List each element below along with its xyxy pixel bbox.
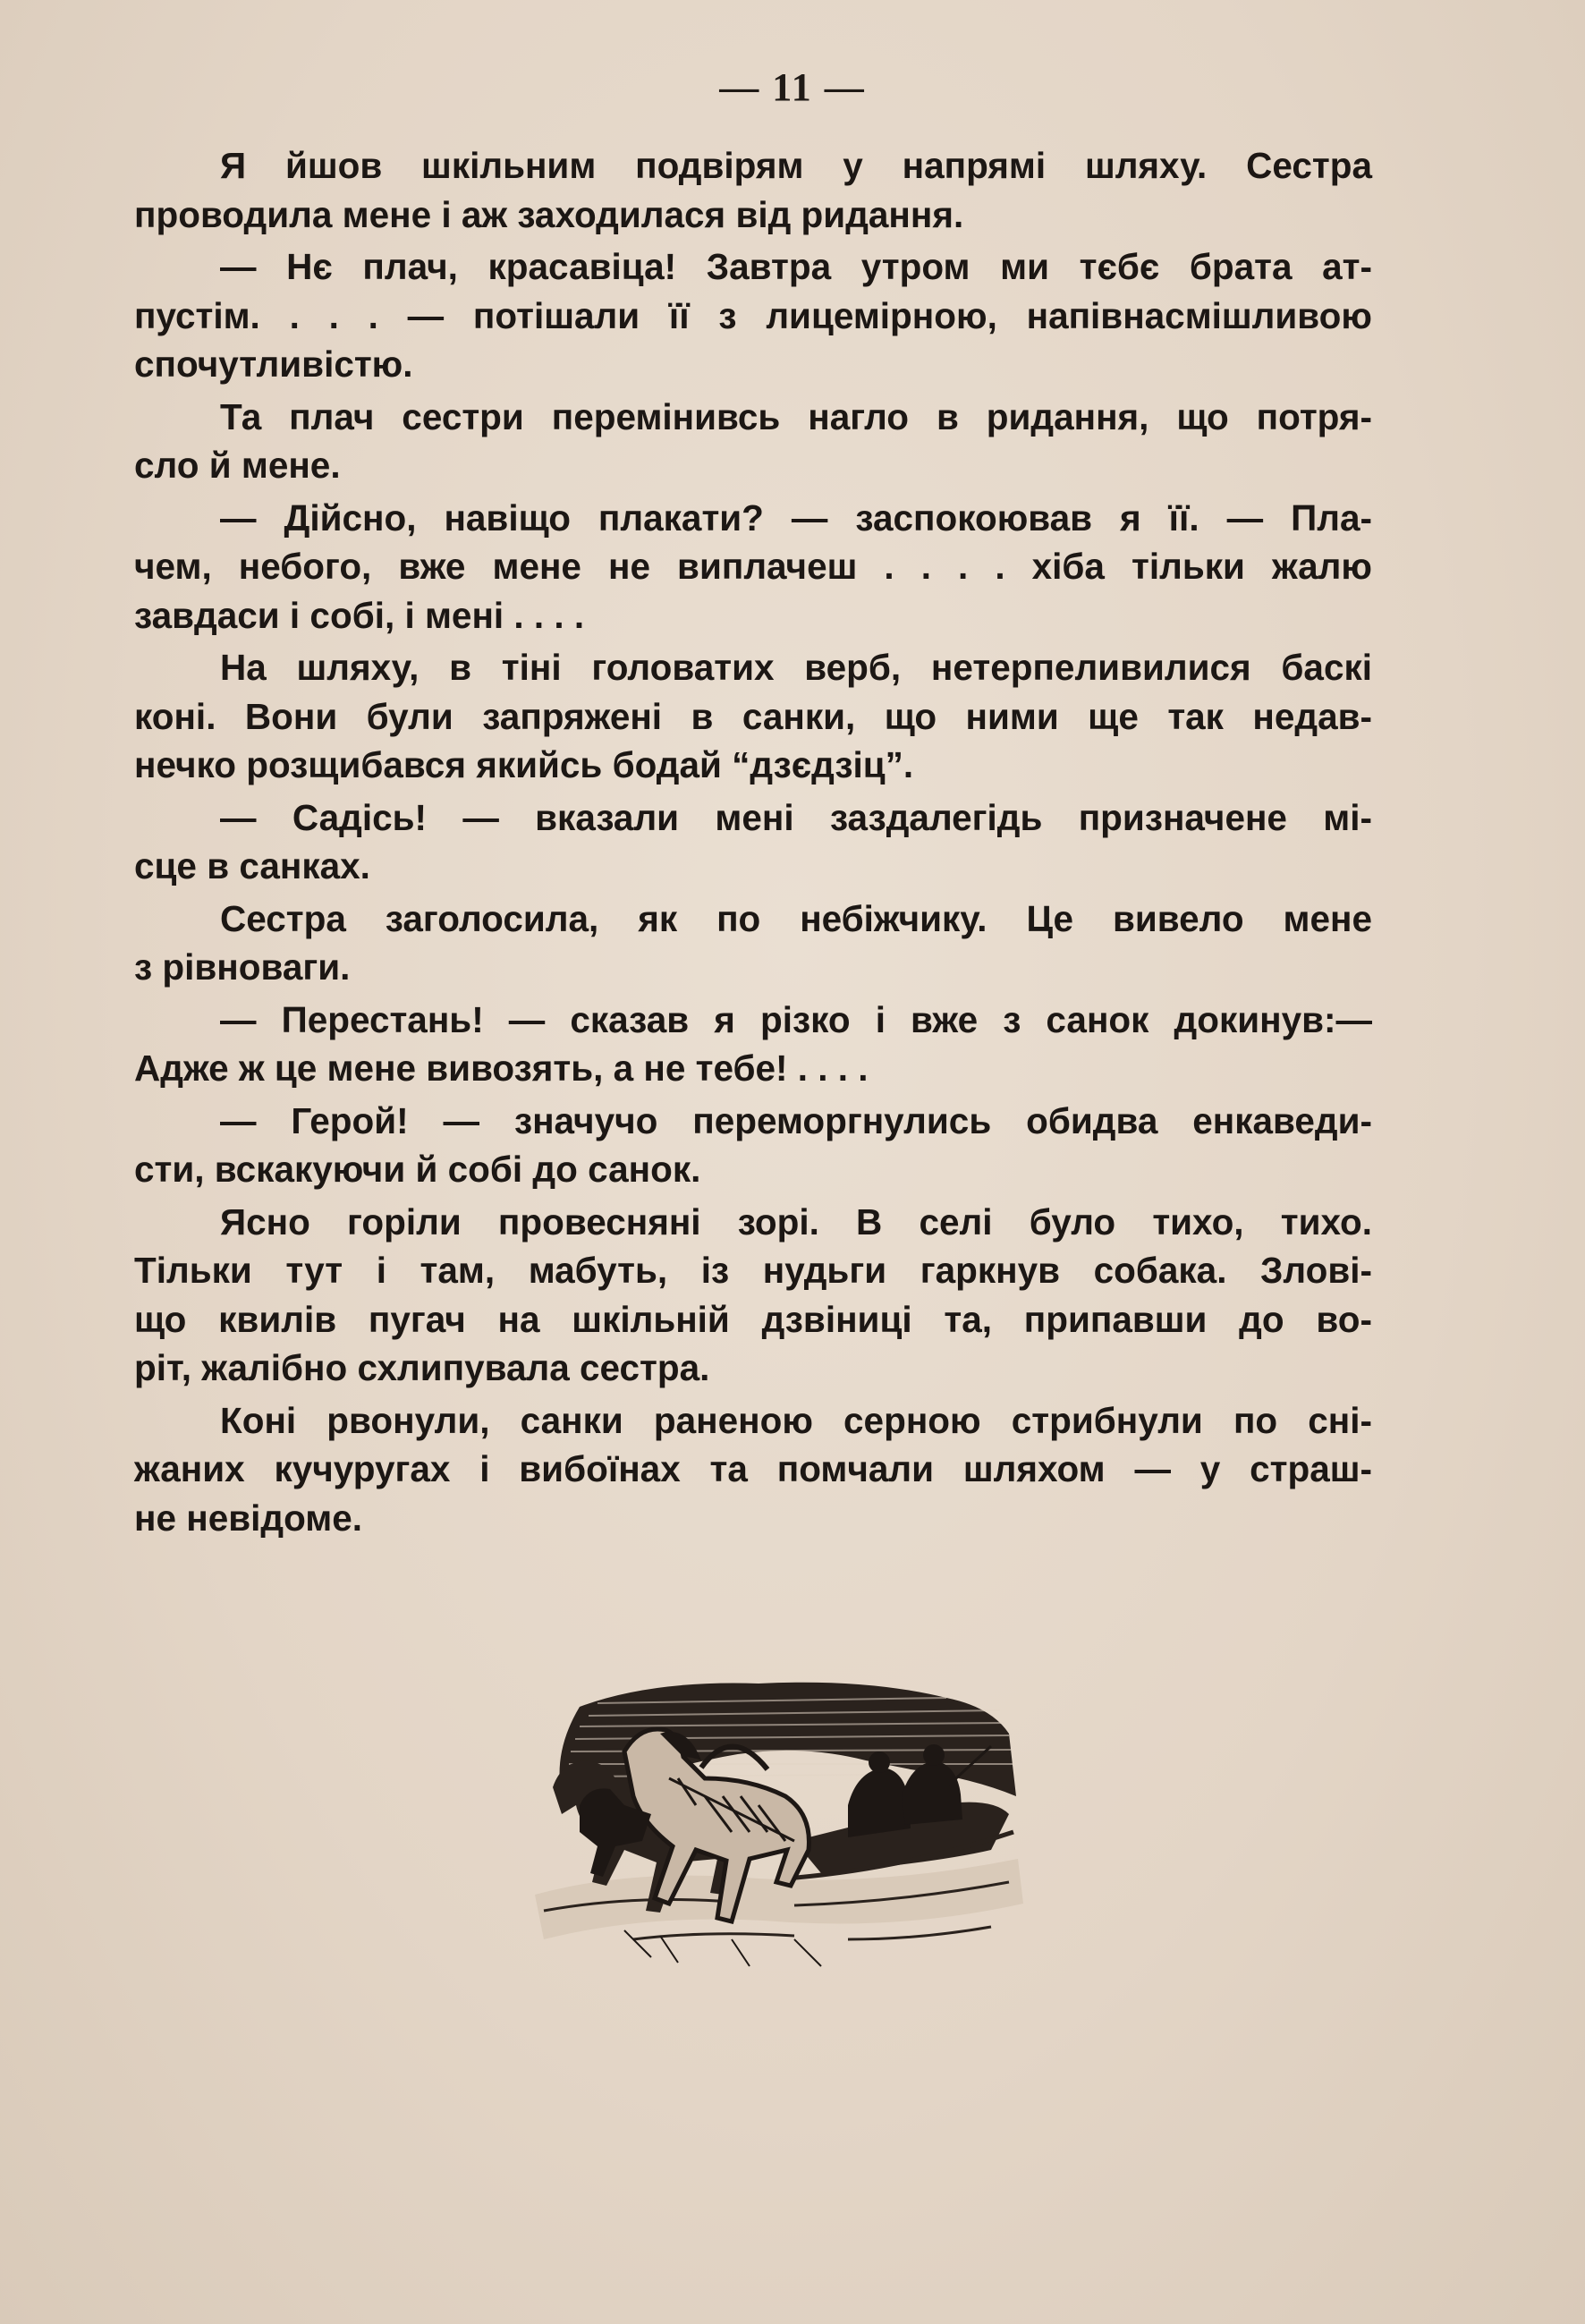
- text-line: чем, небого, вже мене не виплачеш . . . . хіба тільки жалю: [134, 546, 1372, 587]
- paragraph: [134, 996, 1372, 1093]
- text-line: — Герой! — значучо переморгнулись обидва енкаведи-: [220, 1099, 1372, 1141]
- text-line: що квилів пугач на шкільній дзвіниці та, припавши до во-: [134, 1298, 1372, 1340]
- text-line: не невідоме.: [134, 1497, 363, 1539]
- paragraph: [134, 494, 1372, 640]
- text-line: сло й мене.: [134, 445, 341, 486]
- text-line: завдаси і собі, і мені . . . .: [134, 594, 585, 636]
- text-line: жаних кучуругах і вибоїнах та помчали шляхом — у страш-: [134, 1448, 1372, 1489]
- text-line: ріт, жалібно схлипувала сестра.: [134, 1347, 710, 1388]
- text-line: сце в санках.: [134, 845, 370, 886]
- text-line: — Садісь! — вказали мені заздалегідь призначене мі-: [220, 796, 1372, 838]
- paragraph: [134, 1198, 1372, 1393]
- text-line: Ясно горіли провесняні зорі. В селі було тихо, тихо.: [220, 1200, 1372, 1243]
- text-line: Та плач сестри перемінивсь нагло в ридання, що потря-: [220, 395, 1372, 437]
- text-line: Сестра заголосила, як по небіжчику. Це вивело мене: [220, 897, 1372, 939]
- text-line: Я йшов шкільним подвірям у напрямі шляху. Сестра: [220, 145, 1372, 186]
- text-line: коні. Вони були запряжені в санки, що ними ще так недав-: [134, 695, 1372, 737]
- text-line: Адже ж це мене вивозять, а не тебе! . . . .: [134, 1047, 869, 1089]
- paragraph: [134, 393, 1372, 490]
- page-number: — 11 —: [719, 65, 866, 109]
- sleigh-with-horses-woodcut-icon: [526, 1671, 1027, 1975]
- paragraph: [134, 242, 1372, 389]
- paragraph: [134, 895, 1372, 992]
- paragraph: [134, 141, 1372, 239]
- text-line: Коні рвонули, санки раненою серною стрибнули по сні-: [220, 1399, 1372, 1441]
- text-line: сти, вскакуючи й собі до санок.: [134, 1149, 701, 1190]
- text-line: — Дійсно, навіщо плакати? — заспокоював я її. — Пла-: [220, 496, 1372, 539]
- paragraph: [134, 1097, 1372, 1194]
- text-line: з рівноваги.: [134, 946, 351, 988]
- text-line: нечко розщибався якийсь бодай “дзєдзіц”.: [134, 744, 914, 785]
- text-line: — Нє плач, красавіца! Завтра утром ми тєбє брата ат-: [220, 246, 1372, 287]
- text-line: спочутливістю.: [134, 344, 413, 385]
- paragraph: [134, 1396, 1372, 1543]
- text-line: пустім. . . . — потішали її з лицемірною, напівнасмішливою: [134, 294, 1372, 336]
- text-line: — Перестань! — сказав я різко і вже з санок докинув:—: [220, 998, 1372, 1040]
- body-text: [134, 141, 1372, 1546]
- paragraph: [134, 793, 1372, 891]
- text-line: На шляху, в тіні головатих верб, нетерпеливилися баскі: [220, 647, 1372, 688]
- text-line: Тільки тут і там, мабуть, із нудьги гаркнув собака. Злові-: [134, 1250, 1372, 1291]
- text-line: проводила мене і аж заходилася від ридання.: [134, 193, 964, 235]
- paragraph: [134, 643, 1372, 790]
